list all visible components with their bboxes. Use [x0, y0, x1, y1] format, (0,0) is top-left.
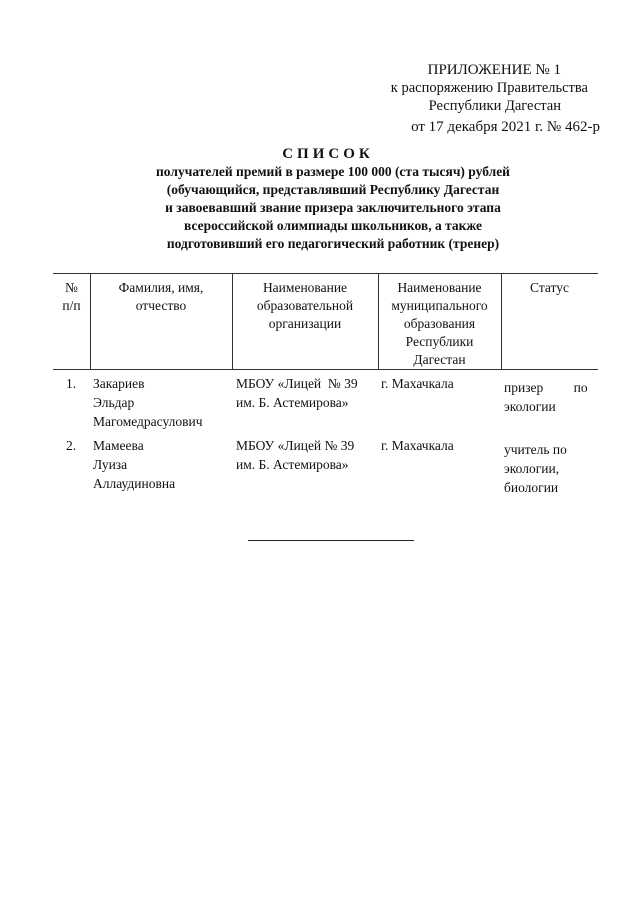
header-organization-line: Наименование: [262, 280, 348, 295]
status-line: биологии: [504, 480, 559, 495]
document-subtitle-line: всероссийской олимпиады школьников, а также: [183, 218, 482, 233]
name-line: Мамеева: [93, 438, 144, 453]
name-line: Эльдар: [93, 395, 135, 410]
header-municipality: [378, 279, 501, 369]
document-subtitle-line: получателей премий в размере 100 000 (ста тысяч) рублей: [156, 164, 510, 179]
appendix-order-line: к распоряжению Правительства: [390, 80, 588, 96]
header-num-line: №: [65, 280, 78, 295]
municipality: г. Махачкала: [381, 376, 454, 391]
header-name: [90, 279, 232, 315]
table-top-border: [53, 273, 598, 274]
organization: [236, 374, 358, 412]
organization-line: им. Б. Астемирова»: [236, 395, 349, 410]
header-organization-line: образовательной: [256, 298, 354, 313]
document-subtitle-line: подготовивший его педагогический работник (тренер): [166, 236, 500, 251]
appendix-title: ПРИЛОЖЕНИЕ № 1: [427, 62, 561, 78]
header-municipality-line: образования: [403, 316, 476, 331]
header-municipality-line: муниципального: [391, 298, 488, 313]
header-name-line: Фамилия, имя,: [118, 280, 204, 295]
organization-line: МБОУ «Лицей № 39: [236, 376, 358, 391]
header-municipality-line: Наименование: [397, 280, 482, 295]
header-status-line: Статус: [530, 280, 569, 295]
closing-rule: [248, 540, 414, 541]
name-line: Закариев: [93, 376, 145, 391]
recipient-name: [93, 436, 175, 493]
status-line: экологии,: [504, 461, 560, 476]
row-number: 2.: [66, 438, 77, 453]
header-num: [53, 279, 90, 315]
header-organization: [232, 279, 378, 333]
name-line: Аллаудиновна: [93, 476, 176, 491]
status-line: учитель по: [504, 442, 567, 457]
document-subtitle-line: (обучающийся, представлявший Республику Дагестан: [166, 182, 500, 197]
header-num-line: п/п: [62, 298, 81, 313]
organization-line: МБОУ «Лицей № 39: [236, 438, 355, 453]
municipality: г. Махачкала: [381, 438, 454, 453]
appendix-republic-line: Республики Дагестан: [428, 98, 561, 114]
header-municipality-line: Республики: [405, 334, 474, 349]
recipient-name: [93, 374, 203, 431]
document-subtitle-line: и завоевавший звание призера заключительного этапа: [165, 200, 501, 215]
organization: [236, 436, 354, 474]
document-title: СПИСОК: [282, 146, 374, 162]
table-header-bottom-border: [53, 369, 598, 370]
organization-line: им. Б. Астемирова»: [236, 457, 349, 472]
header-status: [501, 279, 598, 297]
appendix-date-line: от 17 декабря 2021 г. № 462-р: [411, 119, 600, 135]
status: [504, 378, 588, 416]
header-organization-line: организации: [268, 316, 342, 331]
name-line: Луиза: [93, 457, 128, 472]
status-line: призер по: [504, 380, 588, 395]
header-municipality-line: Дагестан: [413, 352, 466, 367]
status-line: экологии: [504, 399, 556, 414]
status: [504, 440, 567, 497]
row-number: 1.: [66, 376, 77, 391]
name-line: Магомедрасулович: [93, 414, 203, 429]
header-name-line: отчество: [135, 298, 187, 313]
